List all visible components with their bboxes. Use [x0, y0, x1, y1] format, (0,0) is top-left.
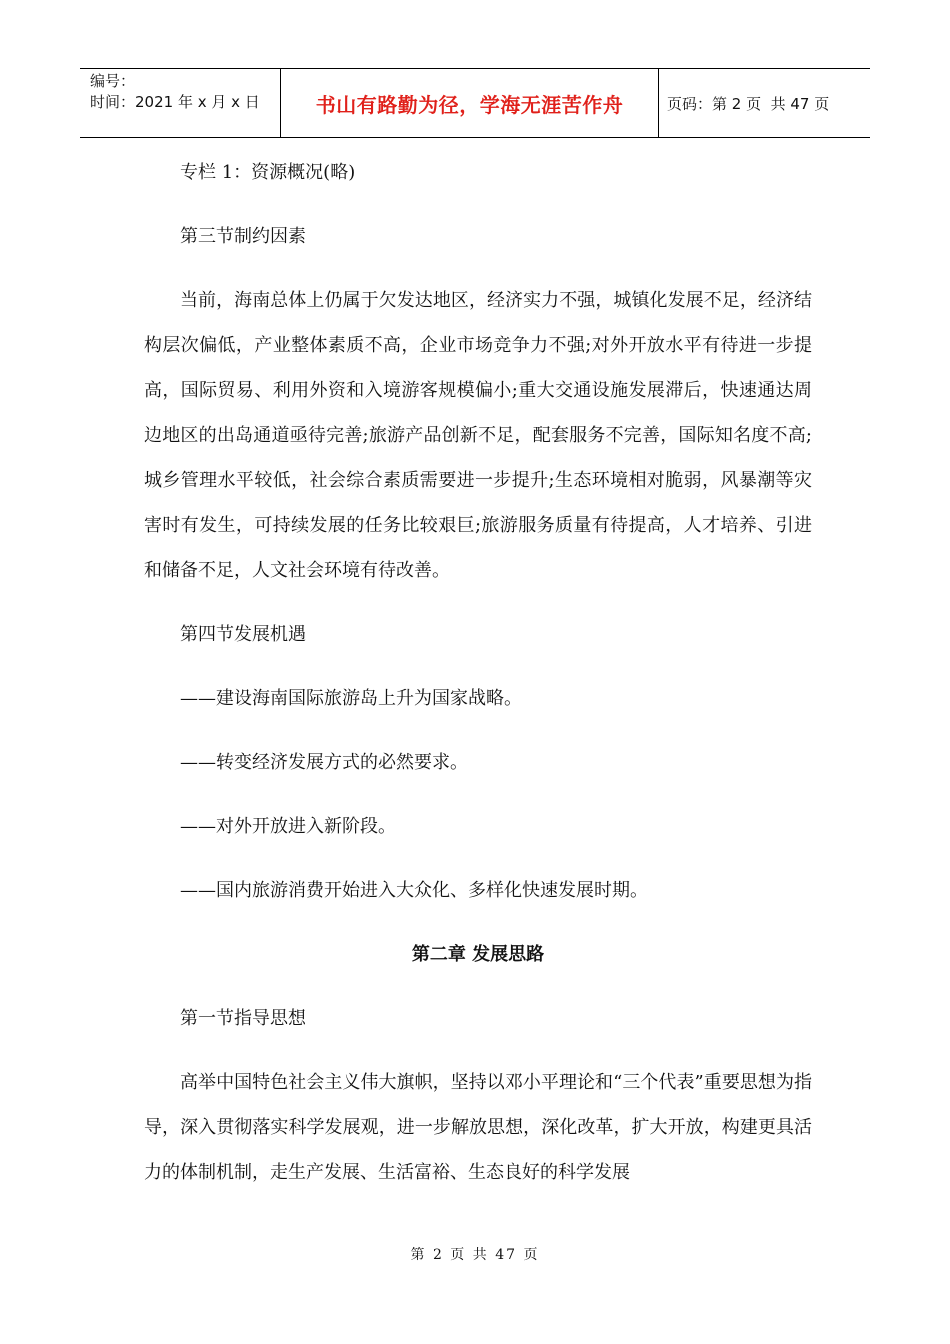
date-label: 时间：2021 年 x 月 x 日 — [90, 93, 260, 111]
header-page-info: 页码：第 2 页 共 47 页 — [667, 94, 830, 113]
chapter-2-paragraph: 高举中国特色社会主义伟大旗帜，坚持以邓小平理论和“三个代表”重要思想为指导，深入贯彻落实科学发展观，进一步解放思想，深化改革，扩大开放，构建更具活力的体制机制，走生产发展、生活富裕、生态良好的科学发展 — [144, 1072, 812, 1183]
opportunity-item: ——国内旅游消费开始进入大众化、多样化快速发展时期。 — [180, 880, 648, 901]
section-3-paragraph: 当前，海南总体上仍属于欠发达地区，经济实力不强，城镇化发展不足，经济结构层次偏低，产业整体素质不高，企业市场竞争力不强;对外开放水平有待进一步提高，国际贸易、利用外资和入境游客规模偏小;重大交通设施发展滞后，快速通达周边地区的出岛通道亟待完善;旅游产品创新不足，配套服务不完善，国际知名度不高;城乡管理水平较低，社会综合素质需要进一步提升;生态环境相对脆弱，风暴潮等灾害时有发生，可持续发展的任务比较艰巨;旅游服务质量有待提高，人才培养、引进和储备不足，人文社会环境有待改善。 — [144, 290, 812, 581]
opportunity-item: ——建设海南国际旅游岛上升为国家战略。 — [180, 688, 522, 709]
chapter-2-section-1-title: 第一节指导思想 — [180, 1008, 306, 1029]
page-footer: 第 2 页 共 47 页 — [410, 1247, 540, 1263]
header-meta-cell — [80, 69, 281, 137]
column-note: 专栏 1：资源概况(略) — [180, 162, 356, 183]
section-3-title: 第三节制约因素 — [180, 226, 306, 247]
document-body — [144, 150, 812, 1214]
header-motto: 书山有路勤为径，学海无涯苦作舟 — [281, 69, 659, 137]
opportunity-item: ——转变经济发展方式的必然要求。 — [180, 752, 468, 773]
chapter-2-title: 第二章 发展思路 — [411, 944, 545, 965]
document-header — [80, 68, 870, 138]
opportunity-item: ——对外开放进入新阶段。 — [180, 816, 396, 837]
section-4-title: 第四节发展机遇 — [180, 624, 306, 645]
serial-number-label: 编号： — [90, 72, 136, 90]
